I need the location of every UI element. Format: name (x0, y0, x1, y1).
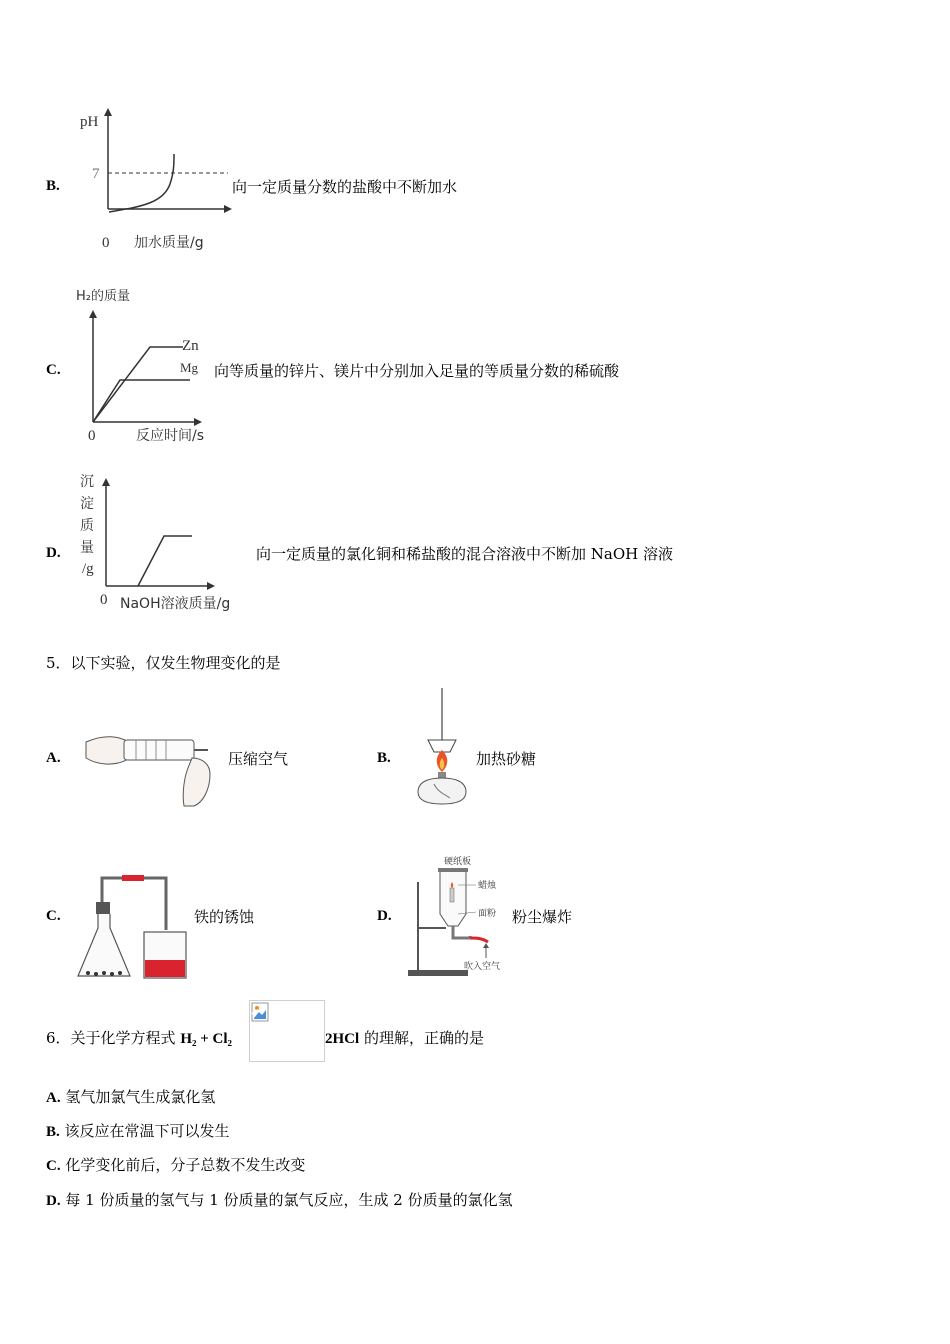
origin-label: 0 (100, 592, 108, 608)
q6-option-c (46, 1156, 305, 1175)
option-letter: C. (46, 1158, 61, 1174)
option-text: 粉尘爆炸 (512, 908, 573, 926)
precipitate-mass-graph (76, 470, 256, 620)
q6-stem-prefix: 6．关于化学方程式 (46, 1029, 181, 1047)
apparatus-label: 面粉 (478, 909, 497, 919)
origin-label: 0 (88, 428, 96, 444)
y-axis-label: pH (80, 114, 99, 130)
series-label-zn: Zn (182, 338, 199, 354)
option-letter: C. (46, 908, 61, 924)
equation-reactants: H₂ + Cl₂ (180, 1031, 233, 1047)
option-description: 向一定质量的氯化铜和稀盐酸的混合溶液中不断加 NaOH 溶液 (256, 545, 673, 563)
option-letter: A. (46, 750, 61, 766)
option-description: 向一定质量分数的盐酸中不断加水 (232, 178, 458, 196)
option-text: 加热砂糖 (476, 750, 537, 768)
option-letter: D. (377, 908, 392, 924)
q6-option-a (46, 1088, 215, 1107)
option-letter: D. (46, 545, 61, 561)
option-text: 铁的锈蚀 (194, 908, 255, 926)
q6-option-b (46, 1122, 230, 1141)
dust-explosion-apparatus-image (406, 852, 526, 982)
y-axis-label-line: 质 (80, 518, 94, 534)
option-letter: B. (377, 750, 391, 766)
q6-option-d (46, 1191, 513, 1210)
y-axis-label-line: 淀 (80, 496, 94, 512)
broken-image-placeholder (249, 1000, 325, 1062)
option-letter: B. (46, 178, 60, 194)
x-axis-label: 加水质量/g (134, 235, 204, 251)
iron-rusting-apparatus-image (74, 872, 194, 982)
option-text: 氢气加氯气生成氯化氢 (65, 1088, 216, 1106)
y-axis-label-line: /g (82, 561, 94, 577)
hydrogen-mass-graph (70, 282, 230, 442)
x-axis-label: 反应时间/s (136, 428, 205, 444)
q6-stem-rest (325, 1029, 484, 1048)
y-axis-label-line: 沉 (80, 474, 94, 490)
option-letter: A. (46, 1090, 61, 1106)
option-letter: B. (46, 1124, 60, 1140)
option-letter: C. (46, 362, 61, 378)
apparatus-label: 硬纸板 (444, 857, 472, 867)
series-label-mg: Mg (180, 360, 199, 375)
origin-label: 0 (102, 235, 110, 251)
apparatus-label: 蜡烛 (478, 881, 497, 891)
alcohol-lamp-heating-image (404, 688, 474, 808)
q5-stem: 5．以下实验，仅发生物理变化的是 (46, 654, 281, 672)
option-text: 化学变化前后，分子总数不发生改变 (65, 1156, 306, 1174)
option-description: 向等质量的锌片、镁片中分别加入足量的等质量分数的稀硫酸 (214, 362, 620, 380)
y-tick-label: 7 (92, 166, 100, 182)
broken-image-icon (251, 1002, 271, 1024)
equation-product: 2HCl (325, 1031, 360, 1047)
apparatus-label: 吹入空气 (464, 962, 501, 972)
option-text: 每 1 份质量的氢气与 1 份质量的氯气反应，生成 2 份质量的氯化氢 (65, 1191, 513, 1209)
syringe-compress-air-image (84, 728, 224, 808)
y-axis-label: H₂的质量 (76, 289, 130, 304)
q6-stem-suffix: 的理解，正确的是 (359, 1029, 484, 1047)
option-text: 该反应在常温下可以发生 (64, 1122, 230, 1140)
x-axis-label: NaOH溶液质量/g (120, 596, 231, 612)
option-letter: D. (46, 1193, 61, 1209)
option-text: 压缩空气 (228, 750, 289, 768)
y-axis-label-line: 量 (80, 540, 94, 556)
q6-stem (46, 1029, 232, 1048)
